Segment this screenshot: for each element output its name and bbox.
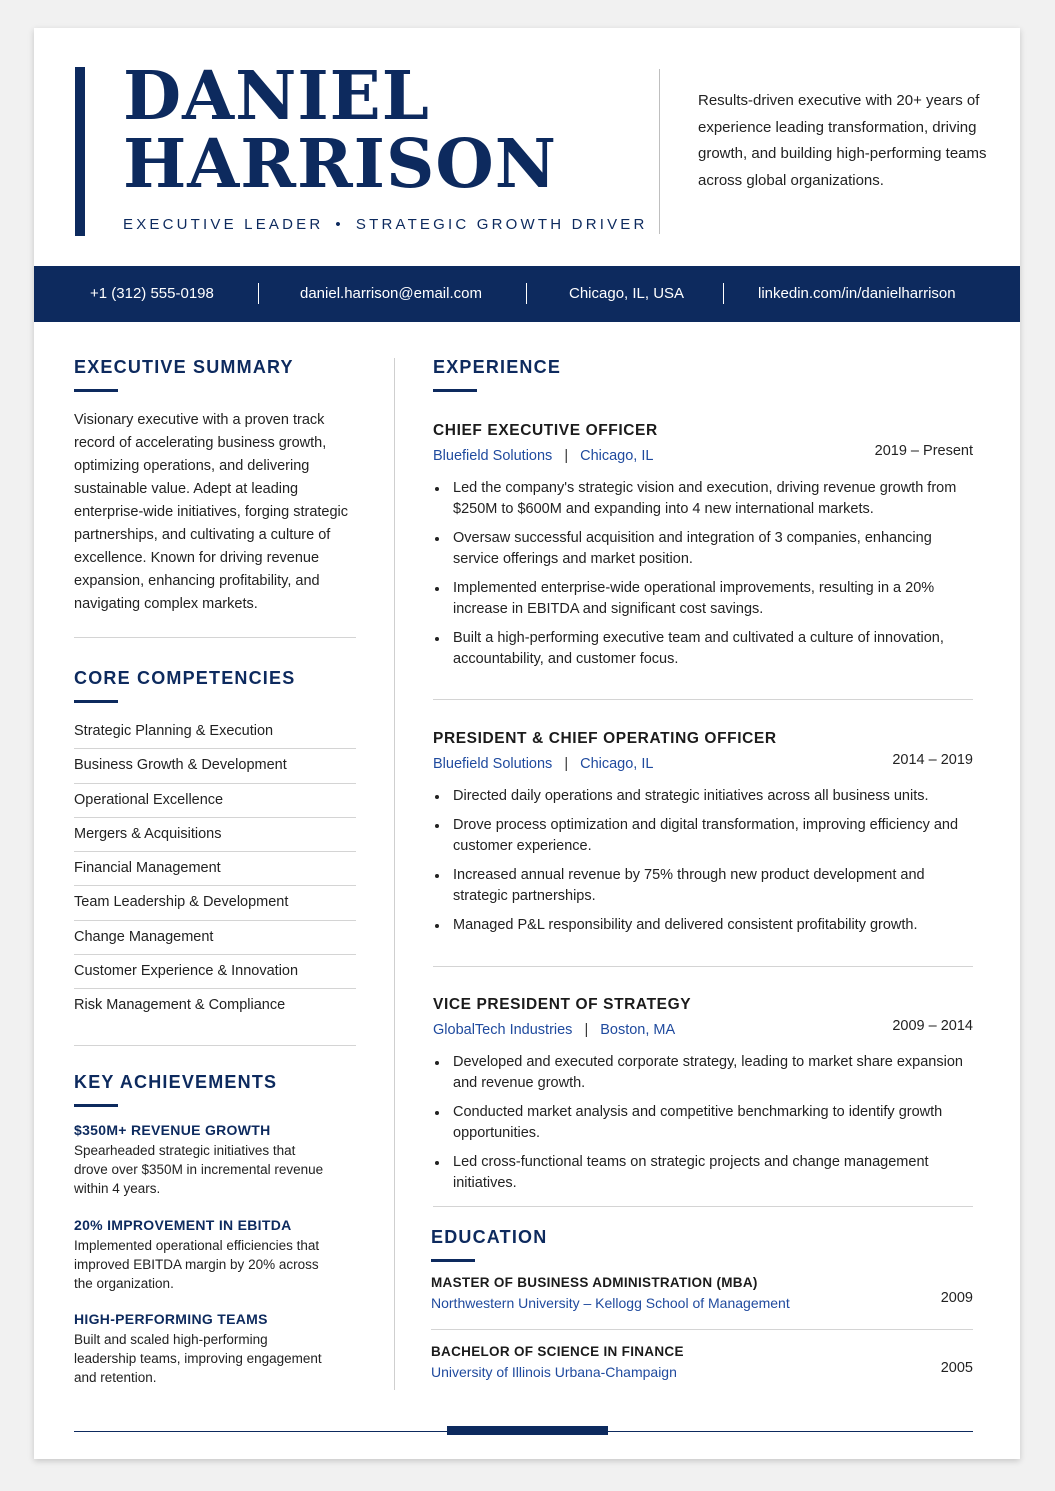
- tagline-right: STRATEGIC GROWTH DRIVER: [355, 216, 648, 233]
- job-company: GlobalTech Industries: [433, 1022, 573, 1038]
- job-bullet: Developed and executed corporate strategy, leading to market share expansion and revenue growth.: [433, 1052, 973, 1094]
- job-company: Bluefield Solutions: [433, 756, 553, 772]
- achievement-title: 20% IMPROVEMENT IN EBITDA: [74, 1217, 292, 1233]
- full-name: [123, 56, 557, 203]
- achievement-desc: Built and scaled high-performing leadership teams, improving engagement and retention.: [74, 1332, 322, 1385]
- achievement-item: [74, 1311, 324, 1387]
- competencies-underline: [74, 700, 118, 703]
- job-location: Chicago, IL: [580, 756, 654, 772]
- competency-item: Strategic Planning & Execution: [74, 715, 356, 749]
- competency-item: Mergers & Acquisitions: [74, 818, 356, 852]
- achievement-title: $350M+ REVENUE GROWTH: [74, 1122, 271, 1138]
- summary-title: EXECUTIVE SUMMARY: [74, 357, 294, 377]
- job-location: Chicago, IL: [580, 448, 654, 464]
- job-bullets: [433, 1052, 973, 1194]
- tagline: [123, 216, 648, 233]
- section-divider: [74, 637, 356, 638]
- contact-linkedin[interactable]: linkedin.com/in/danielharrison: [758, 285, 956, 302]
- experience-underline: [433, 389, 477, 392]
- job-bullet: Implemented enterprise-wide operational improvements, resulting in a 20% increase in EBITDA and significant cost savings.: [433, 578, 973, 620]
- summary-underline: [74, 389, 118, 392]
- competency-item: Change Management: [74, 921, 356, 955]
- contact-separator: [526, 283, 527, 304]
- competencies-title: CORE COMPETENCIES: [74, 668, 296, 688]
- job-entry: [433, 730, 973, 944]
- contact-separator: [723, 283, 724, 304]
- edu-year: 2009: [940, 1290, 973, 1306]
- competency-item: Customer Experience & Innovation: [74, 955, 356, 989]
- job-bullet: Managed P&L responsibility and delivered consistent profitability growth.: [433, 915, 973, 936]
- education-entry: [431, 1275, 973, 1311]
- edu-year: 2005: [940, 1360, 973, 1376]
- contact-location: Chicago, IL, USA: [569, 285, 685, 302]
- edu-degree: MASTER OF BUSINESS ADMINISTRATION (MBA): [431, 1275, 758, 1290]
- header-divider: [659, 69, 660, 234]
- contact-email[interactable]: daniel.harrison@email.com: [300, 285, 482, 302]
- competency-item: Team Leadership & Development: [74, 886, 356, 920]
- column-divider: [394, 358, 395, 1390]
- intro-text: Results-driven executive with 20+ years of experience leading transformation, driving growth, and building high-performing teams across global organizations.: [698, 92, 987, 189]
- job-bullet: Oversaw successful acquisition and integration of 3 companies, enhancing service offerings and market position.: [433, 528, 973, 570]
- job-dates: 2014 – 2019: [892, 752, 973, 768]
- section-divider: [431, 1329, 973, 1330]
- contact-separator: [258, 283, 259, 304]
- achievement-title: HIGH-PERFORMING TEAMS: [74, 1311, 268, 1327]
- tagline-left: EXECUTIVE LEADER: [123, 216, 324, 233]
- achievement-item: [74, 1217, 324, 1293]
- edu-school: University of Illinois Urbana-Champaign: [431, 1364, 677, 1380]
- job-bullets: [433, 786, 973, 936]
- job-bullets: [433, 478, 973, 670]
- competency-item: Financial Management: [74, 852, 356, 886]
- tagline-dot: •: [335, 216, 344, 233]
- competency-item: Risk Management & Compliance: [74, 997, 286, 1014]
- experience-title: EXPERIENCE: [433, 357, 562, 377]
- name-accent-bar: [75, 67, 85, 236]
- meta-separator: |: [584, 1022, 589, 1038]
- edu-degree: BACHELOR OF SCIENCE IN FINANCE: [431, 1344, 684, 1359]
- job-company: Bluefield Solutions: [433, 448, 553, 464]
- job-title: VICE PRESIDENT OF STRATEGY: [433, 996, 692, 1013]
- summary-text: Visionary executive with a proven track record of accelerating business growth, optimizing operations, and delivering sustainable value. Adept at leading enterprise-wide initiatives, forging strategic partnerships, and cultivating a culture of excellence. Known for driving revenue expansion, enhancing profitability, and navigating complex markets.: [74, 412, 349, 612]
- competency-item: Business Growth & Development: [74, 749, 356, 783]
- edu-school: Northwestern University – Kellogg School of Management: [431, 1295, 790, 1311]
- job-dates: 2009 – 2014: [892, 1018, 973, 1034]
- achievement-item: [74, 1122, 324, 1198]
- contact-bar: [34, 266, 1020, 322]
- job-bullet: Directed daily operations and strategic initiatives across all business units.: [433, 786, 973, 807]
- resume-page: [34, 28, 1020, 1459]
- footer-accent-block: [447, 1426, 608, 1435]
- job-bullet: Conducted market analysis and competitive benchmarking to identify growth opportunities.: [433, 1102, 973, 1144]
- section-divider: [433, 1206, 973, 1207]
- job-entry: [433, 422, 973, 678]
- achievements-title: KEY ACHIEVEMENTS: [74, 1072, 278, 1092]
- section-divider: [433, 966, 973, 967]
- job-entry: [433, 996, 973, 1202]
- section-divider: [74, 1045, 356, 1046]
- education-underline: [431, 1259, 475, 1262]
- meta-separator: |: [564, 448, 569, 464]
- achievement-desc: Implemented operational efficiencies that improved EBITDA margin by 20% across the organization.: [74, 1238, 320, 1291]
- job-location: Boston, MA: [600, 1022, 676, 1038]
- job-title: CHIEF EXECUTIVE OFFICER: [433, 422, 658, 439]
- competency-item: Operational Excellence: [74, 784, 356, 818]
- job-dates: 2019 – Present: [874, 443, 973, 459]
- competencies-list: [74, 715, 356, 1024]
- job-bullet: Led cross-functional teams on strategic projects and change management initiatives.: [433, 1152, 973, 1194]
- last-name: HARRISON: [123, 124, 557, 203]
- job-bullet: Built a high-performing executive team and cultivated a culture of innovation, accountability, and customer focus.: [433, 628, 973, 670]
- job-bullet: Drove process optimization and digital transformation, improving efficiency and customer experience.: [433, 815, 973, 857]
- job-title: PRESIDENT & CHIEF OPERATING OFFICER: [433, 730, 777, 747]
- job-bullet: Led the company's strategic vision and execution, driving revenue growth from $250M to $600M and expanding into 4 new international markets.: [433, 478, 973, 520]
- job-bullet: Increased annual revenue by 75% through new product development and strategic partnerships.: [433, 865, 973, 907]
- section-divider: [433, 699, 973, 700]
- education-title: EDUCATION: [431, 1227, 548, 1247]
- first-name: DANIEL: [123, 56, 430, 135]
- achievements-underline: [74, 1104, 118, 1107]
- achievement-desc: Spearheaded strategic initiatives that drove over $350M in incremental revenue within 4 years.: [74, 1143, 324, 1196]
- contact-phone[interactable]: +1 (312) 555-0198: [90, 285, 214, 302]
- meta-separator: |: [564, 756, 569, 772]
- education-entry: [431, 1344, 973, 1380]
